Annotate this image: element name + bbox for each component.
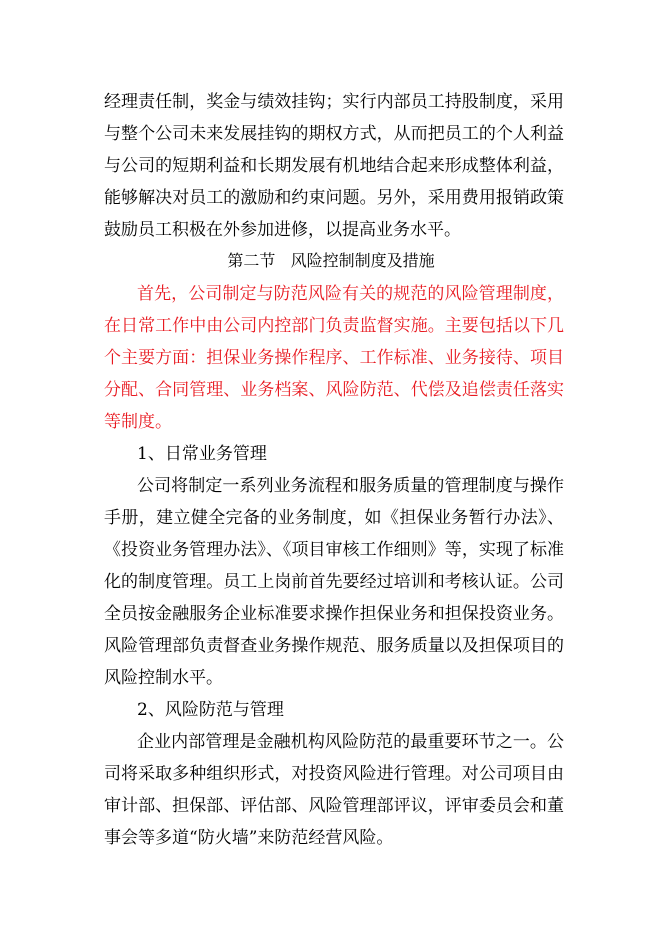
subsection-heading: 2、风险防范与管理: [137, 700, 284, 720]
paragraph-line: 个主要方面：担保业务操作程序、工作标准、业务接待、项目: [104, 348, 564, 368]
paragraph-line: 企业内部管理是金融机构风险防范的最重要环节之一。公: [137, 732, 564, 752]
paragraph-line: 风险控制水平。: [104, 668, 223, 688]
paragraph-line: 等制度。: [104, 412, 172, 432]
section-heading: 第二节 风险控制制度及措施: [227, 251, 435, 270]
paragraph-line: 鼓励员工积极在外参加进修，以提高业务水平。: [104, 220, 461, 240]
paragraph-line: 与整个公司未来发展挂钩的期权方式，从而把员工的个人利益: [104, 124, 564, 144]
paragraph-line: 首先，公司制定与防范风险有关的规范的风险管理制度，: [137, 284, 564, 304]
paragraph-line: 经理责任制，奖金与绩效挂钩；实行内部员工持股制度，采用: [104, 92, 564, 112]
paragraph-line: 风险管理部负责督查业务操作规范、服务质量以及担保项目的: [104, 636, 564, 656]
paragraph-line: 全员按金融服务企业标准要求操作担保业务和担保投资业务。: [104, 604, 564, 624]
paragraph-line: 《投资业务管理办法》、《项目审核工作细则》等，实现了标准: [104, 540, 564, 560]
subsection-heading: 1、日常业务管理: [137, 444, 267, 464]
paragraph-line: 公司将制定一系列业务流程和服务质量的管理制度与操作: [137, 476, 564, 496]
paragraph-line: 手册，建立健全完备的业务制度，如《担保业务暂行办法》、: [104, 508, 564, 528]
paragraph-line: 与公司的短期利益和长期发展有机地结合起来形成整体利益，: [104, 156, 564, 176]
paragraph-line: 化的制度管理。员工上岗前首先要经过培训和考核认证。公司: [104, 572, 564, 592]
paragraph-line: 审计部、担保部、评估部、风险管理部评议，评审委员会和董: [104, 796, 564, 816]
paragraph-line: 在日常工作中由公司内控部门负责监督实施。主要包括以下几: [104, 316, 564, 336]
paragraph-line: 司将采取多种组织形式，对投资风险进行管理。对公司项目由: [104, 764, 564, 784]
paragraph-line: 能够解决对员工的激励和约束问题。另外，采用费用报销政策: [104, 188, 564, 208]
paragraph-line: 事会等多道“防火墙”来防范经营风险。: [104, 828, 394, 848]
paragraph-line: 分配、合同管理、业务档案、风险防范、代偿及追偿责任落实: [104, 380, 564, 400]
